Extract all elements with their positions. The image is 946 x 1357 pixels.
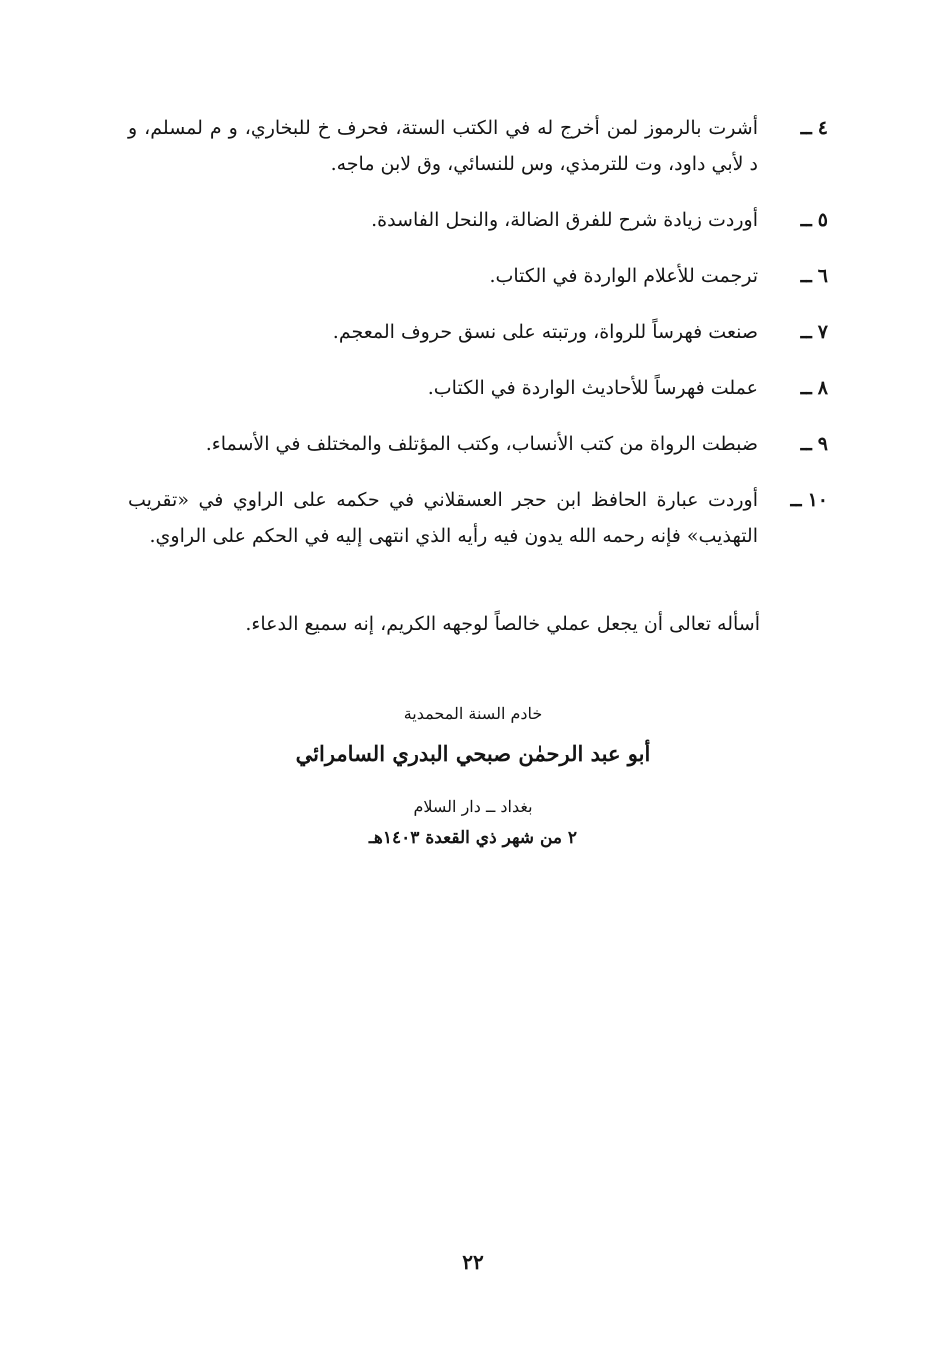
list-item — [128, 426, 828, 462]
closing-prayer: أسأله تعالى أن يجعل عملي خالصاً لوجهه الكريم، إنه سميع الدعاء. — [245, 613, 760, 635]
signature-date: ٢ من شهر ذي القعدة ١٤٠٣هـ — [368, 828, 578, 848]
item-number: ٥ــ — [800, 209, 828, 231]
list-item — [128, 202, 828, 238]
signature-block — [0, 700, 946, 854]
item-number: ٧ــ — [800, 321, 828, 343]
item-text: ضبطت الرواة من كتب الأنساب، وكتب المؤتلف والمختلف في الأسماء. — [205, 433, 758, 455]
list-item — [128, 110, 828, 182]
item-number: ٨ــ — [800, 377, 828, 399]
item-text: عملت فهرساً للأحاديث الواردة في الكتاب. — [427, 377, 758, 399]
list-item — [128, 258, 828, 294]
list-item — [128, 314, 828, 350]
list-item — [128, 370, 828, 406]
item-text: ترجمت للأعلام الواردة في الكتاب. — [489, 265, 758, 287]
item-number: ٤ــ — [800, 117, 828, 139]
list-item — [128, 482, 828, 554]
item-text: أشرت بالرموز لمن أخرج له في الكتب الستة، فحرف خ للبخاري، و م لمسلم، و د لأبي داود، وت للترمذي، وس للنسائي، وق لابن ماجه. — [128, 117, 758, 175]
item-number: ٩ــ — [800, 433, 828, 455]
item-text: أوردت عبارة الحافظ ابن حجر العسقلاني في حكمه على الراوي في «تقريب التهذيب» فإنه رحمه الله يدون فيه رأيه الذي انتهى إليه في الحكم على الراوي. — [128, 489, 758, 547]
numbered-list — [128, 110, 828, 574]
item-text: أوردت زيادة شرح للفرق الضالة، والنحل الفاسدة. — [371, 209, 758, 231]
item-text: صنعت فهرساً للرواة، ورتبته على نسق حروف المعجم. — [332, 321, 758, 343]
page-number: ٢٢ — [462, 1250, 484, 1274]
item-number: ٦ــ — [800, 265, 828, 287]
signature-role: خادم السنة المحمدية — [403, 704, 543, 723]
item-number: ١٠ــ — [790, 489, 828, 511]
signature-place: بغداد ــ دار السلام — [413, 797, 533, 816]
signature-name: أبو عبد الرحمٰن صبحي البدري السامرائي — [295, 741, 651, 766]
